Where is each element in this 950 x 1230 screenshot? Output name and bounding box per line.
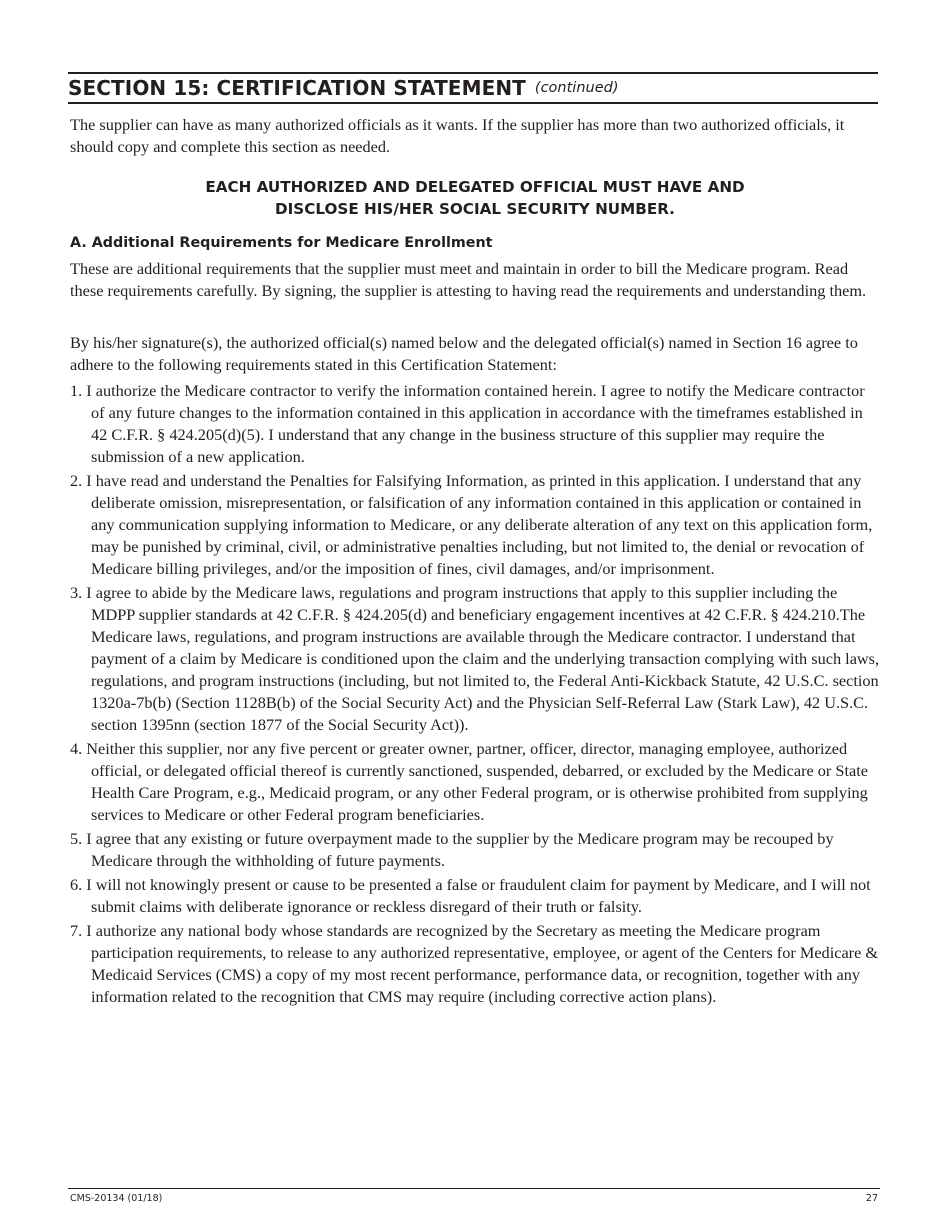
intro-paragraph: The supplier can have as many authorized officials as it wants. If the supplier has more than two authorized officials, it should copy and complete this section as needed.: [70, 115, 845, 156]
subsection-a-heading: A. Additional Requirements for Medicare Enrollment: [70, 235, 493, 251]
footer-divider: [68, 1188, 880, 1189]
section-continued-label: (continued): [534, 80, 619, 96]
section-header: [68, 72, 878, 104]
subsection-a-paragraph-1: These are additional requirements that the supplier must meet and maintain in order to bill the Medicare program. Read these requirements carefully. By signing, the supplier is attesting to having read the requirements and understanding them.: [70, 259, 867, 300]
section-title: SECTION 15: CERTIFICATION STATEMENT: [68, 76, 526, 100]
ssn-callout-line-2: DISCLOSE HIS/HER SOCIAL SECURITY NUMBER.: [275, 200, 675, 218]
requirement-item-2: 2. I have read and understand the Penalties for Falsifying Information, as printed in this application. I understand that any deliberate omission, misrepresentation, or falsification of any information contained in this application or contained in any communication supplying information to Medicare, or any deliberate alteration of any text on this application form, may be punished by criminal, civil, or administrative penalties including, but not limited to, the denial or revocation of Medicare billing privileges, and/or the imposition of fines, civil damages, and/or imprisonment.: [70, 471, 873, 578]
subsection-a-paragraph-2: By his/her signature(s), the authorized official(s) named below and the delegated official(s) named in Section 16 agree to adhere to the following requirements stated in this Certification Statement:: [70, 333, 858, 374]
requirement-item-3: 3. I agree to abide by the Medicare laws, regulations and program instructions that apply to this supplier including the MDPP supplier standards at 42 C.F.R. § 424.205(d) and beneficiary engagement incentives at 42 C.F.R. § 424.210.The Medicare laws, regulations, and program instructions are available through the Medicare contractor. I understand that payment of a claim by Medicare is conditioned upon the claim and the underlying transaction complying with such laws, regulations, and program instructions (including, but not limited to, the Federal Anti-Kickback Statute, 42 U.S.C. section 1320a-7b(b) (Section 1128B(b) of the Social Security Act) and the Physician Self-Referral Law (Stark Law), 42 U.S.C. section 1395nn (section 1877 of the Social Security Act)).: [70, 583, 880, 734]
requirement-item-6: 6. I will not knowingly present or cause to be presented a false or fraudulent claim for payment by Medicare, and I will not submit claims with deliberate ignorance or reckless disregard of their truth or falsity.: [70, 875, 871, 916]
requirement-item-7: 7. I authorize any national body whose standards are recognized by the Secretary as meeting the Medicare program participation requirements, to release to any authorized representative, employee, or agent of the Centers for Medicare & Medicaid Services (CMS) a copy of my most recent performance, performance data, or recognition, together with any information related to the recognition that CMS may require (including corrective action plans).: [70, 921, 879, 1006]
requirement-item-1: 1. I authorize the Medicare contractor to verify the information contained herein. I agree to notify the Medicare contractor of any future changes to the information contained in this application in accordance with the timeframes established in 42 C.F.R. § 424.205(d)(5). I understand that any change in the business structure of this supplier may require the submission of a new application.: [70, 381, 865, 466]
ssn-callout: [70, 176, 880, 220]
requirement-item-4: 4. Neither this supplier, nor any five percent or greater owner, partner, officer, director, managing employee, authorized official, or delegated official thereof is currently sanctioned, suspended, debarred, or excluded by the Medicare or State Health Care Program, e.g., Medicaid program, or any other Federal program, or is otherwise prohibited from supplying services to Medicare or other Federal program beneficiaries.: [70, 739, 868, 824]
requirements-list: [70, 380, 882, 1010]
form-id: CMS-20134 (01/18): [70, 1193, 163, 1204]
requirement-item-5: 5. I agree that any existing or future overpayment made to the supplier by the Medicare program may be recouped by Medicare through the withholding of future payments.: [70, 829, 834, 870]
page-number: 27: [865, 1193, 878, 1204]
ssn-callout-line-1: EACH AUTHORIZED AND DELEGATED OFFICIAL MUST HAVE AND: [205, 178, 745, 196]
